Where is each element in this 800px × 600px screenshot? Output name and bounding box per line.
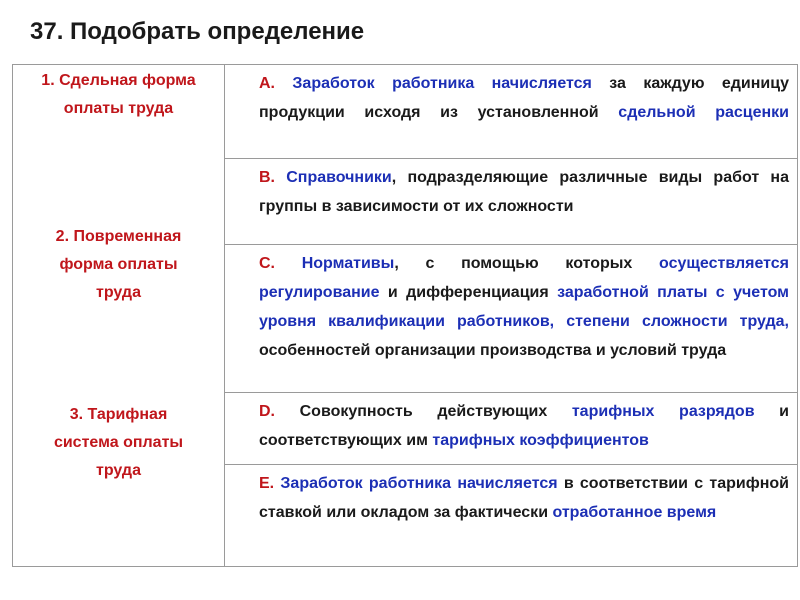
definition-e: E. Заработок работника начисляется в соответствии с тарифной ставкой или окладом за фактически отработанное время [259,475,789,521]
page-title: 37. Подобрать определение [30,18,365,45]
matching-table [12,64,798,567]
term-piecework: 1. Сдельная форма оплаты труда [41,72,196,117]
term-time-based: 2. Повременная форма оплаты труда [55,228,182,301]
definition-b: B. Справочники, подразделяющие различные виды работ на группы в зависимости от их сложности [225,159,797,245]
definition-c: C. Нормативы, с помощью которых осуществляется регулирование и дифференциация заработной платы с учетом уровня квалификации работников, степени сложности труда, особенностей организации производства и условий труда [225,245,797,393]
definitions-column [225,65,797,566]
term-tariff-system: 3. Тарифная система оплаты труда [53,406,184,479]
definition-d: D. Совокупность действующих тарифных разрядов и соответствующих им тарифных коэффициентов [225,393,797,465]
definition-a: A. Заработок работника начисляется за каждую единицу продукции исходя из установленной сдельной расценки [225,65,797,159]
terms-column [13,65,225,566]
